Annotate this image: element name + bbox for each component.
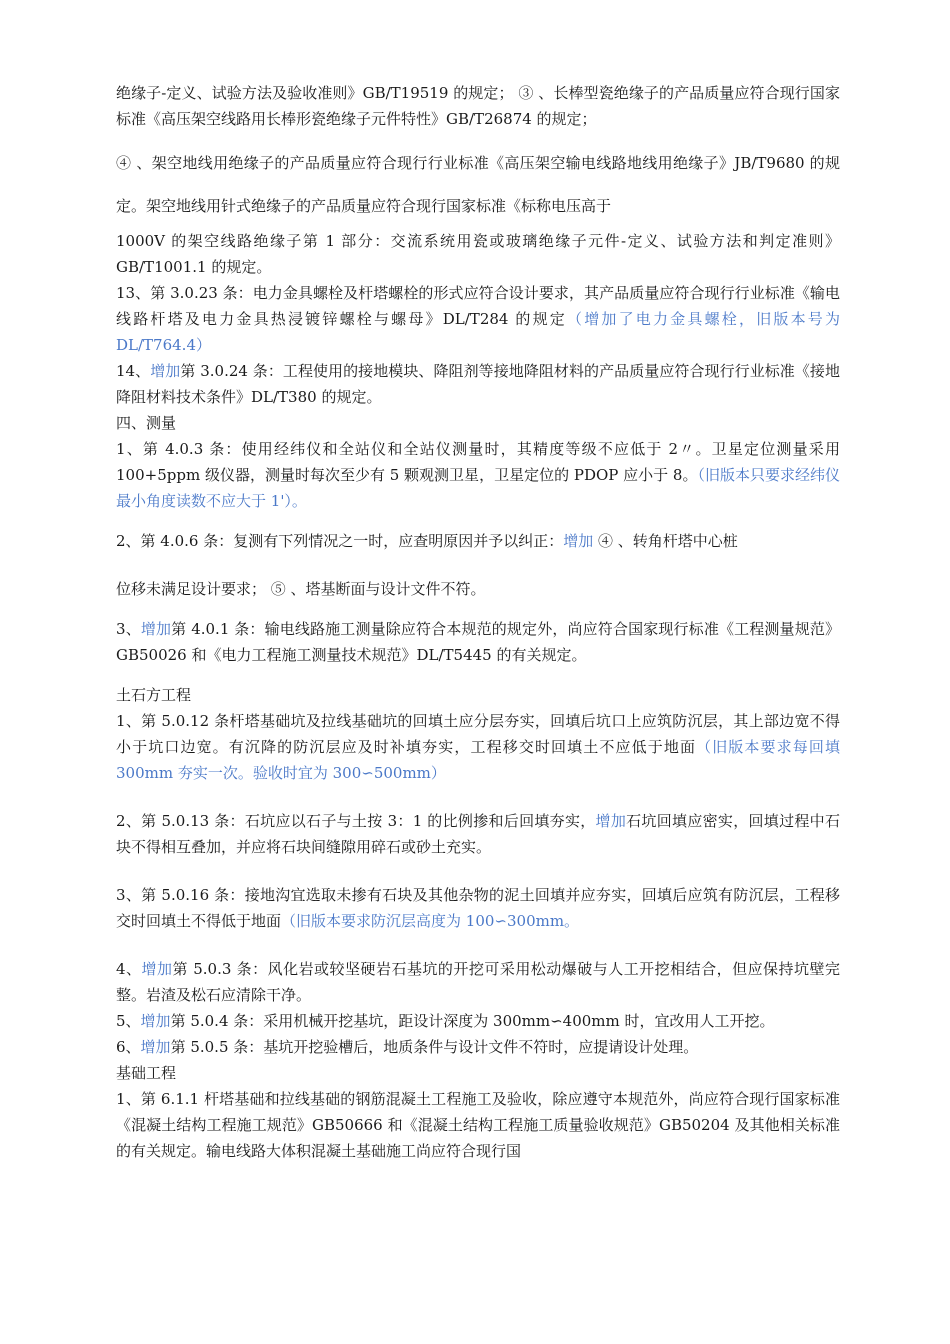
added-tag: 增加 [141, 960, 173, 978]
paragraph-1000v-insulator: 1000V 的架空线路绝缘子第 1 部分：交流系统用瓷或玻璃绝缘子元件-定义、试验方法和判定准则》GB/T1001.1 的规定。 [116, 232, 840, 276]
section-heading-earthwork: 土石方工程 [116, 686, 192, 704]
clause-5-0-12: 1、第 5.0.12 条杆塔基础坑及拉线基础坑的回填土应分层夯实，回填后坑口上应筑防沉层，其上部边宽不得小于坑口边宽。有沉降的防沉层应及时补填夯实，工程移交时回填土不应低于地面（旧版本要求每回填 300mm 夯实一次。验收时宜为 300∽500mm） [116, 712, 840, 782]
document-page [116, 80, 840, 1164]
clause-4-0-6: 2、第 4.0.6 条：复测有下列情况之一时，应查明原因并予以纠正：增加 ④ 、转角杆塔中心桩 [116, 532, 738, 550]
change-note: （旧版本要求防沉层高度为 100∽300mm。 [281, 912, 580, 930]
clause-6-1-1: 1、第 6.1.1 杆塔基础和拉线基础的钢筋混凝土工程施工及验收，除应遵守本规范外，尚应符合现行国家标准《混凝土结构工程施工规范》GB50666 和《混凝土结构工程施工质量验收规范》GB50204 及其他相关标准的有关规定。输电线路大体积混凝土基础施工尚应符合现行国 [116, 1090, 840, 1160]
added-tag: 增加 [595, 812, 627, 830]
added-tag: 增加 [150, 362, 181, 380]
clause-5-0-4: 5、增加第 5.0.4 条：采用机械开挖基坑，距设计深度为 300mm∽400mm 时，宜改用人工开挖。 [116, 1012, 775, 1030]
change-note: （增加了电力金具螺栓，旧版本号为 DL/T764.4） [116, 310, 840, 354]
section-heading-foundation: 基础工程 [116, 1064, 177, 1082]
clause-3-0-24: 14、增加第 3.0.24 条：工程使用的接地模块、降阻剂等接地降阻材料的产品质量应符合现行行业标准《接地降阻材料技术条件》DL/T380 的规定。 [116, 362, 840, 406]
change-note: （旧版本要求每回填 300mm 夯实一次。验收时宜为 300∽500mm） [116, 738, 840, 782]
clause-5-0-13: 2、第 5.0.13 条：石坑应以石子与土按 3：1 的比例掺和后回填夯实，增加石坑回填应密实，回填过程中石块不得相互叠加，并应将石块间缝隙用碎石或砂土充实。 [116, 812, 840, 856]
clause-3-0-23: 13、第 3.0.23 条：电力金具螺栓及杆塔螺栓的形式应符合设计要求，其产品质量应符合现行行业标准《输电线路杆塔及电力金具热浸镀锌螺栓与螺母》DL/T284 的规定（增加了电力金具螺栓，旧版本号为 DL/T764.4） [116, 284, 840, 354]
clause-5-0-3: 4、增加第 5.0.3 条：风化岩或较坚硬岩石基坑的开挖可采用松动爆破与人工开挖相结合，但应保持坑壁完整。岩渣及松石应清除干净。 [116, 960, 840, 1004]
section-heading-survey: 四、测量 [116, 414, 177, 432]
clause-4-0-1: 3、增加第 4.0.1 条：输电线路施工测量除应符合本规范的规定外，尚应符合国家现行标准《工程测量规范》GB50026 和《电力工程施工测量技术规范》DL/T5445 的有关规定。 [116, 620, 840, 664]
added-tag: 增加 [563, 532, 594, 550]
clause-4-0-6-continued: 位移未满足设计要求； ⑤ 、塔基断面与设计文件不符。 [116, 580, 486, 598]
added-tag: 增加 [140, 1038, 171, 1056]
clause-5-0-5: 6、增加第 5.0.5 条：基坑开挖验槽后，地质条件与设计文件不符时，应提请设计处理。 [116, 1038, 699, 1056]
paragraph-ground-wire-insulator: ④ 、架空地线用绝缘子的产品质量应符合现行行业标准《高压架空输电线路地线用绝缘子》JB/T9680 的规定。架空地线用针式绝缘子的产品质量应符合现行国家标准《标称电压高于 [116, 154, 840, 215]
added-tag: 增加 [140, 620, 172, 638]
clause-4-0-3: 1、第 4.0.3 条：使用经纬仪和全站仪和全站仪测量时，其精度等级不应低于 2〃。卫星定位测量采用 100+5ppm 级仪器，测量时每次至少有 5 颗观测卫星，卫星定位的 PDOP 应小于 8。（旧版本只要求经纬仪最小角度读数不应大于 1'）。 [116, 440, 840, 510]
change-note: （旧版本只要求经纬仪最小角度读数不应大于 1'）。 [116, 466, 840, 510]
added-tag: 增加 [140, 1012, 171, 1030]
clause-5-0-16: 3、第 5.0.16 条：接地沟宜选取未掺有石块及其他杂物的泥土回填并应夯实，回填后应筑有防沉层，工程移交时回填土不得低于地面（旧版本要求防沉层高度为 100∽300mm。 [116, 886, 840, 930]
paragraph-insulator-standards: 绝缘子-定义、试验方法及验收准则》GB/T19519 的规定； ③ 、长棒型瓷绝缘子的产品质量应符合现行国家标准《高压架空线路用长棒形瓷绝缘子元件特性》GB/T26874 的规定； [116, 84, 840, 128]
